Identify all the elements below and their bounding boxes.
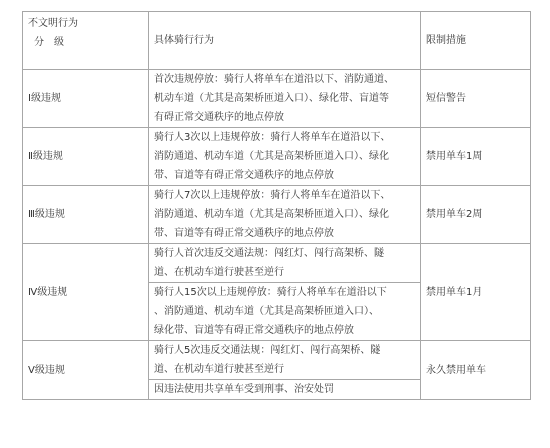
behavior-cell (149, 283, 421, 341)
behavior-line: 带、盲道等有碍正常交通秩序的地点停放 (154, 170, 334, 181)
table-row (23, 128, 531, 186)
behavior-line: 骑行人15次以上违规停放：骑行人将单车在道沿以下 (154, 287, 387, 298)
restriction-cell: 永久禁用单车 (421, 341, 531, 400)
behavior-cell (149, 128, 421, 186)
behavior-line: 因违法使用共享单车受到刑事、治安处罚 (154, 384, 334, 395)
restriction-cell: 禁用单车1周 (421, 128, 531, 186)
behavior-line: 消防通道、机动车道（尤其是高架桥匝道入口）、绿化 (154, 209, 389, 220)
level-cell: Ⅳ级违规 (23, 244, 149, 341)
behavior-cell (149, 186, 421, 244)
restriction-cell: 禁用单车1月 (421, 244, 531, 341)
behavior-line: 机动车道（尤其是高架桥匝道入口）、绿化带、盲道等 (154, 93, 389, 104)
header-restriction-cell: 限制措施 (421, 12, 531, 70)
level-cell: Ⅰ级违规 (23, 70, 149, 128)
table-row (23, 70, 531, 128)
behavior-line: 道、在机动车道行驶甚至逆行 (154, 267, 284, 278)
behavior-line: 道、在机动车道行驶甚至逆行 (154, 364, 284, 375)
header-behavior-cell: 具体骑行行为 (149, 12, 421, 70)
header-row (23, 12, 531, 70)
header-level-line2: 分 级 (34, 37, 64, 48)
behavior-line: 骑行人5次违反交通法规：闯红灯、闯行高架桥、隧 (154, 345, 381, 356)
table-row (23, 341, 531, 380)
behavior-cell (149, 341, 421, 380)
violation-table (22, 11, 531, 400)
level-cell: Ⅴ级违规 (23, 341, 149, 400)
behavior-line: 消防通道、机动车道（尤其是高架桥匝道入口）、绿化 (154, 151, 389, 162)
behavior-line: 骑行人7次以上违规停放：骑行人将单车在道沿以下、 (154, 190, 391, 201)
behavior-line: 首次违规停放：骑行人将单车在道沿以下、消防通道、 (154, 74, 394, 85)
behavior-line: 绿化带、盲道等有碍正常交通秩序的地点停放 (154, 325, 354, 336)
header-level-line1: 不文明行为 (28, 18, 78, 29)
table-row (23, 186, 531, 244)
level-cell: Ⅱ级违规 (23, 128, 149, 186)
level-cell: Ⅲ级违规 (23, 186, 149, 244)
restriction-cell: 短信警告 (421, 70, 531, 128)
header-level-cell (23, 12, 149, 70)
restriction-cell: 禁用单车2周 (421, 186, 531, 244)
behavior-cell (149, 244, 421, 283)
table-row (23, 244, 531, 283)
behavior-line: 、消防通道、机动车道（尤其是高架桥匝道入口）、 (154, 306, 379, 317)
behavior-cell (149, 70, 421, 128)
behavior-line: 骑行人首次违反交通法规：闯红灯、闯行高架桥、隧 (154, 248, 384, 259)
behavior-line: 骑行人3次以上违规停放：骑行人将单车在道沿以下、 (154, 132, 391, 143)
behavior-line: 带、盲道等有碍正常交通秩序的地点停放 (154, 228, 334, 239)
behavior-cell (149, 380, 421, 400)
behavior-line: 有碍正常交通秩序的地点停放 (154, 112, 284, 123)
